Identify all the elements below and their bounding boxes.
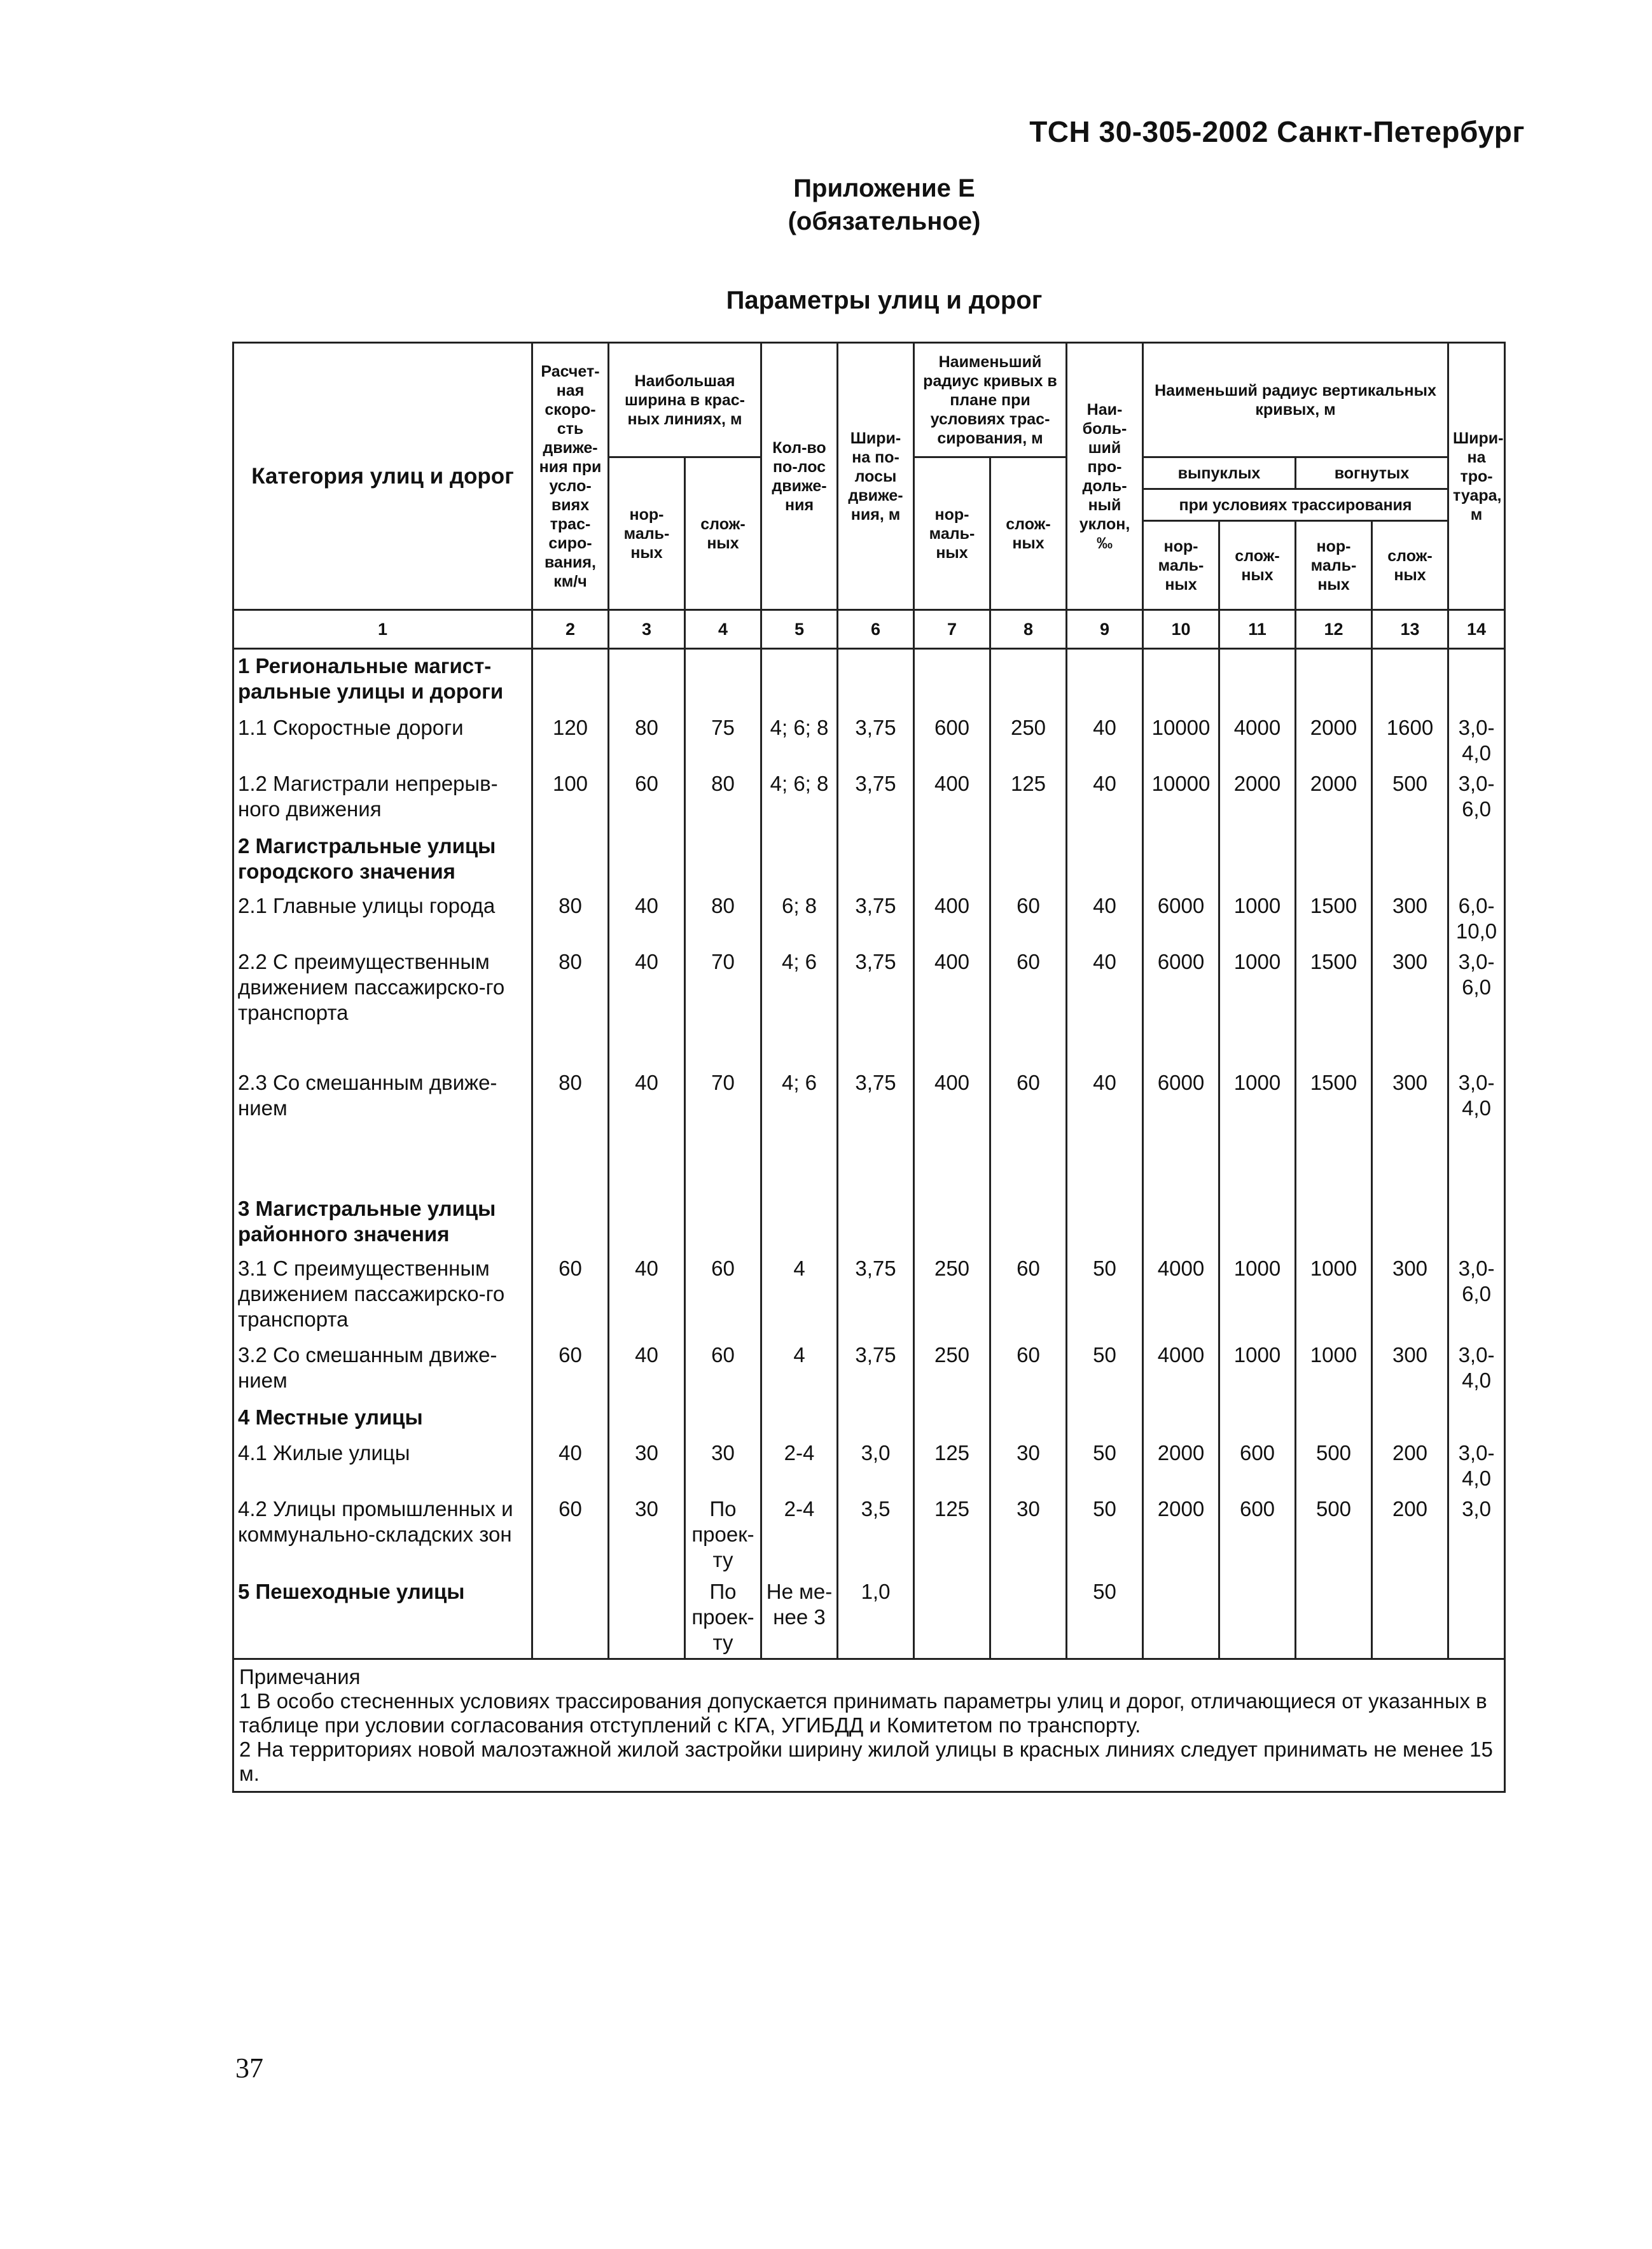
value-cell: 400 xyxy=(914,1068,990,1192)
street-parameters-table xyxy=(232,342,1506,1793)
header-plan-complex: слож-ных xyxy=(990,457,1067,610)
value-cell: 250 xyxy=(914,1340,990,1401)
value-cell xyxy=(914,649,990,713)
category-cell: 2.1 Главные улицы города xyxy=(233,891,532,947)
value-cell: 60 xyxy=(990,947,1067,1068)
table-notes xyxy=(233,1659,1505,1792)
value-cell xyxy=(685,1401,761,1438)
value-cell: 2000 xyxy=(1296,713,1372,769)
value-cell: 3,75 xyxy=(838,1253,914,1340)
table-row xyxy=(233,1438,1505,1494)
value-cell: 40 xyxy=(1067,891,1143,947)
value-cell: 3,5 xyxy=(838,1494,914,1575)
value-cell: 40 xyxy=(609,1068,685,1192)
category-cell: 2 Магистральные улицы городского значения xyxy=(233,830,532,891)
page-number: 37 xyxy=(235,2052,263,2084)
value-cell xyxy=(914,830,990,891)
column-number: 3 xyxy=(609,610,685,649)
value-cell xyxy=(1067,1192,1143,1253)
value-cell: 1500 xyxy=(1296,1068,1372,1192)
value-cell: 300 xyxy=(1372,1253,1448,1340)
table-row xyxy=(233,1068,1505,1192)
value-cell: 500 xyxy=(1296,1494,1372,1575)
header-vertical-radius: Наименьший радиус вертикальных кривых, м xyxy=(1143,343,1448,457)
value-cell: 3,0 xyxy=(1448,1494,1505,1575)
value-cell: 3,0-6,0 xyxy=(1448,769,1505,830)
category-cell: 3.1 С преимущественным движением пассажирско-го транспорта xyxy=(233,1253,532,1340)
column-number: 5 xyxy=(761,610,838,649)
value-cell: 75 xyxy=(685,713,761,769)
value-cell: 60 xyxy=(990,1340,1067,1401)
value-cell xyxy=(685,1192,761,1253)
value-cell xyxy=(990,830,1067,891)
header-concave-normal: нор-маль-ных xyxy=(1296,521,1372,610)
value-cell xyxy=(609,649,685,713)
value-cell: По проек-ту xyxy=(685,1494,761,1575)
section-row xyxy=(233,1575,1505,1659)
value-cell xyxy=(838,649,914,713)
category-cell: 4.1 Жилые улицы xyxy=(233,1438,532,1494)
value-cell: 3,75 xyxy=(838,891,914,947)
value-cell: 6000 xyxy=(1143,1068,1219,1192)
value-cell xyxy=(761,830,838,891)
value-cell: 2000 xyxy=(1143,1438,1219,1494)
value-cell xyxy=(914,1401,990,1438)
value-cell: 3,75 xyxy=(838,769,914,830)
header-max-grade: Наи-боль-ший про-доль-ный уклон, ‰ xyxy=(1067,343,1143,610)
value-cell: 400 xyxy=(914,891,990,947)
column-number-row xyxy=(233,610,1505,649)
value-cell xyxy=(1143,1401,1219,1438)
value-cell xyxy=(1448,830,1505,891)
value-cell xyxy=(1219,1575,1296,1659)
value-cell xyxy=(914,1575,990,1659)
value-cell xyxy=(1448,649,1505,713)
value-cell: 120 xyxy=(532,713,609,769)
value-cell xyxy=(990,1575,1067,1659)
value-cell: 70 xyxy=(685,947,761,1068)
category-cell: 4 Местные улицы xyxy=(233,1401,532,1438)
value-cell xyxy=(1448,1575,1505,1659)
value-cell: 600 xyxy=(1219,1438,1296,1494)
value-cell: 40 xyxy=(532,1438,609,1494)
value-cell: 50 xyxy=(1067,1340,1143,1401)
category-cell: 1.2 Магистрали непрерыв-ного движения xyxy=(233,769,532,830)
value-cell: 60 xyxy=(685,1253,761,1340)
value-cell xyxy=(1448,1192,1505,1253)
value-cell: 40 xyxy=(609,891,685,947)
header-plan-normal: нор-маль-ных xyxy=(914,457,990,610)
value-cell: По проек-ту xyxy=(685,1575,761,1659)
value-cell xyxy=(761,1401,838,1438)
document-code: ТСН 30-305-2002 Санкт-Петербург xyxy=(1029,115,1525,148)
value-cell xyxy=(838,1401,914,1438)
value-cell: 3,0-6,0 xyxy=(1448,947,1505,1068)
value-cell: 300 xyxy=(1372,891,1448,947)
category-cell: 3 Магистральные улицы районного значения xyxy=(233,1192,532,1253)
value-cell: 500 xyxy=(1372,769,1448,830)
value-cell xyxy=(1219,1401,1296,1438)
value-cell: 6,0-10,0 xyxy=(1448,891,1505,947)
value-cell xyxy=(1067,1401,1143,1438)
value-cell xyxy=(990,1401,1067,1438)
table-row xyxy=(233,769,1505,830)
value-cell: 80 xyxy=(532,1068,609,1192)
value-cell: 400 xyxy=(914,769,990,830)
value-cell: 30 xyxy=(685,1438,761,1494)
header-width-red-lines: Наибольшая ширина в крас-ных линиях, м xyxy=(609,343,761,457)
value-cell: 10000 xyxy=(1143,769,1219,830)
column-number: 1 xyxy=(233,610,532,649)
value-cell xyxy=(914,1192,990,1253)
value-cell: 3,75 xyxy=(838,713,914,769)
value-cell: 4; 6 xyxy=(761,1068,838,1192)
header-convex: выпуклых xyxy=(1143,457,1296,489)
table-row xyxy=(233,1340,1505,1401)
value-cell xyxy=(1448,1401,1505,1438)
value-cell: 100 xyxy=(532,769,609,830)
category-cell: 2.3 Со смешанным движе-нием xyxy=(233,1068,532,1192)
value-cell: 4; 6; 8 xyxy=(761,769,838,830)
value-cell: 50 xyxy=(1067,1253,1143,1340)
value-cell: 125 xyxy=(990,769,1067,830)
value-cell: 10000 xyxy=(1143,713,1219,769)
value-cell: 1000 xyxy=(1296,1253,1372,1340)
table-row xyxy=(233,1253,1505,1340)
value-cell xyxy=(609,830,685,891)
category-cell: 2.2 С преимущественным движением пассажирско-го транспорта xyxy=(233,947,532,1068)
value-cell xyxy=(1296,830,1372,891)
value-cell: 300 xyxy=(1372,1340,1448,1401)
value-cell xyxy=(685,649,761,713)
value-cell xyxy=(1296,1192,1372,1253)
value-cell xyxy=(1296,649,1372,713)
value-cell: 200 xyxy=(1372,1494,1448,1575)
value-cell xyxy=(1143,649,1219,713)
category-cell: 5 Пешеходные улицы xyxy=(233,1575,532,1659)
value-cell xyxy=(532,1575,609,1659)
value-cell xyxy=(1296,1575,1372,1659)
value-cell xyxy=(685,830,761,891)
header-concave: вогнутых xyxy=(1296,457,1448,489)
header-convex-normal: нор-маль-ных xyxy=(1143,521,1219,610)
column-number: 2 xyxy=(532,610,609,649)
value-cell: 60 xyxy=(990,1253,1067,1340)
value-cell: 60 xyxy=(685,1340,761,1401)
header-speed: Расчет-ная скоро-сть движе-ния при усло-виях трас-сиро-вания, км/ч xyxy=(532,343,609,610)
value-cell xyxy=(1372,1192,1448,1253)
value-cell xyxy=(990,1192,1067,1253)
value-cell: 50 xyxy=(1067,1438,1143,1494)
value-cell xyxy=(1143,1575,1219,1659)
table-row xyxy=(233,713,1505,769)
value-cell xyxy=(990,649,1067,713)
value-cell: 1500 xyxy=(1296,891,1372,947)
column-number: 14 xyxy=(1448,610,1505,649)
header-lane-width: Шири-на по-лосы движе-ния, м xyxy=(838,343,914,610)
value-cell: 60 xyxy=(990,1068,1067,1192)
value-cell: 6000 xyxy=(1143,891,1219,947)
value-cell: 1000 xyxy=(1219,1253,1296,1340)
value-cell: 40 xyxy=(609,947,685,1068)
value-cell xyxy=(609,1575,685,1659)
value-cell: 1000 xyxy=(1296,1340,1372,1401)
value-cell: 1500 xyxy=(1296,947,1372,1068)
value-cell: 80 xyxy=(532,947,609,1068)
value-cell: 1,0 xyxy=(838,1575,914,1659)
value-cell: 3,0 xyxy=(838,1438,914,1494)
section-row xyxy=(233,1401,1505,1438)
value-cell: 2-4 xyxy=(761,1438,838,1494)
section-row xyxy=(233,830,1505,891)
value-cell: 125 xyxy=(914,1494,990,1575)
value-cell: 500 xyxy=(1296,1438,1372,1494)
value-cell: 4000 xyxy=(1143,1253,1219,1340)
header-plan-radius: Наименьший радиус кривых в плане при условиях трас-сирования, м xyxy=(914,343,1067,457)
value-cell: 30 xyxy=(609,1494,685,1575)
notes-title: Примечания xyxy=(239,1664,361,1688)
column-number: 4 xyxy=(685,610,761,649)
value-cell: 4; 6; 8 xyxy=(761,713,838,769)
value-cell xyxy=(1219,1192,1296,1253)
note-1: 1 В особо стесненных условиях трассирования допускается принимать параметры улиц и дорог, отличающиеся от указанных в таблице при условии согласования отступлений с КГА, УГИБДД и Комитетом по транспорту. xyxy=(239,1688,1487,1737)
value-cell: 80 xyxy=(532,891,609,947)
header-convex-complex: слож-ных xyxy=(1219,521,1296,610)
value-cell: 3,75 xyxy=(838,1068,914,1192)
table-title: Параметры улиц и дорог xyxy=(726,286,1043,314)
value-cell: 3,0-4,0 xyxy=(1448,713,1505,769)
table-row xyxy=(233,947,1505,1068)
value-cell xyxy=(1372,830,1448,891)
value-cell: 4000 xyxy=(1143,1340,1219,1401)
value-cell xyxy=(1067,649,1143,713)
column-number: 7 xyxy=(914,610,990,649)
header-category: Категория улиц и дорог xyxy=(233,343,532,610)
value-cell: 600 xyxy=(1219,1494,1296,1575)
value-cell: 125 xyxy=(914,1438,990,1494)
value-cell: 80 xyxy=(609,713,685,769)
header-width-normal: нор-маль-ных xyxy=(609,457,685,610)
value-cell xyxy=(761,1192,838,1253)
appendix-title: Приложение Е xyxy=(793,174,975,202)
value-cell: 60 xyxy=(532,1340,609,1401)
value-cell: 1000 xyxy=(1219,1068,1296,1192)
appendix-type: (обязательное) xyxy=(788,207,981,235)
value-cell: 2000 xyxy=(1296,769,1372,830)
value-cell xyxy=(838,1192,914,1253)
column-number: 12 xyxy=(1296,610,1372,649)
header-sidewalk: Шири-на тро-туара, м xyxy=(1448,343,1505,610)
table-row xyxy=(233,891,1505,947)
value-cell xyxy=(1372,1575,1448,1659)
value-cell: 6000 xyxy=(1143,947,1219,1068)
value-cell: 300 xyxy=(1372,947,1448,1068)
value-cell xyxy=(609,1192,685,1253)
column-number: 11 xyxy=(1219,610,1296,649)
value-cell xyxy=(532,830,609,891)
value-cell: 2-4 xyxy=(761,1494,838,1575)
category-cell: 4.2 Улицы промышленных и коммунально-складских зон xyxy=(233,1494,532,1575)
table-row xyxy=(233,1494,1505,1575)
value-cell xyxy=(1219,830,1296,891)
value-cell xyxy=(1143,1192,1219,1253)
value-cell xyxy=(609,1401,685,1438)
value-cell: 60 xyxy=(609,769,685,830)
value-cell: 40 xyxy=(1067,947,1143,1068)
column-number: 9 xyxy=(1067,610,1143,649)
value-cell: 1600 xyxy=(1372,713,1448,769)
value-cell: 50 xyxy=(1067,1575,1143,1659)
value-cell: 3,75 xyxy=(838,1340,914,1401)
value-cell: 40 xyxy=(609,1340,685,1401)
value-cell: 6; 8 xyxy=(761,891,838,947)
value-cell: 80 xyxy=(685,891,761,947)
value-cell: 2000 xyxy=(1219,769,1296,830)
value-cell: 50 xyxy=(1067,1494,1143,1575)
value-cell: 3,0-6,0 xyxy=(1448,1253,1505,1340)
value-cell: 1000 xyxy=(1219,947,1296,1068)
value-cell: 30 xyxy=(609,1438,685,1494)
category-cell: 3.2 Со смешанным движе-нием xyxy=(233,1340,532,1401)
value-cell: 40 xyxy=(1067,713,1143,769)
column-number: 8 xyxy=(990,610,1067,649)
value-cell: 40 xyxy=(1067,1068,1143,1192)
appendix-heading xyxy=(0,172,1652,238)
value-cell: 1000 xyxy=(1219,1340,1296,1401)
header-lanes-count: Кол-во по-лос движе-ния xyxy=(761,343,838,610)
value-cell xyxy=(532,1192,609,1253)
section-row xyxy=(233,649,1505,713)
value-cell: 3,0-4,0 xyxy=(1448,1340,1505,1401)
column-number: 13 xyxy=(1372,610,1448,649)
category-cell: 1.1 Скоростные дороги xyxy=(233,713,532,769)
value-cell: 60 xyxy=(532,1494,609,1575)
category-cell: 1 Региональные магист-ральные улицы и дороги xyxy=(233,649,532,713)
value-cell: 80 xyxy=(685,769,761,830)
value-cell: 30 xyxy=(990,1494,1067,1575)
value-cell xyxy=(532,649,609,713)
value-cell xyxy=(532,1401,609,1438)
value-cell: 250 xyxy=(990,713,1067,769)
value-cell: 4000 xyxy=(1219,713,1296,769)
note-2: 2 На территориях новой малоэтажной жилой застройки ширину жилой улицы в красных линиях следует принимать не менее 15 м. xyxy=(239,1737,1493,1785)
value-cell: 400 xyxy=(914,947,990,1068)
value-cell: 60 xyxy=(532,1253,609,1340)
value-cell: 3,0-4,0 xyxy=(1448,1438,1505,1494)
value-cell: 70 xyxy=(685,1068,761,1192)
header-concave-complex: слож-ных xyxy=(1372,521,1448,610)
value-cell xyxy=(1067,830,1143,891)
value-cell: 3,0-4,0 xyxy=(1448,1068,1505,1192)
value-cell xyxy=(838,830,914,891)
value-cell: 2000 xyxy=(1143,1494,1219,1575)
value-cell xyxy=(1372,1401,1448,1438)
value-cell xyxy=(761,649,838,713)
value-cell xyxy=(1143,830,1219,891)
value-cell: 4; 6 xyxy=(761,947,838,1068)
value-cell: 600 xyxy=(914,713,990,769)
value-cell xyxy=(1372,649,1448,713)
header-routing-conditions: при условиях трассирования xyxy=(1143,489,1448,521)
value-cell: 40 xyxy=(1067,769,1143,830)
value-cell: 250 xyxy=(914,1253,990,1340)
value-cell: 200 xyxy=(1372,1438,1448,1494)
value-cell: Не ме-нее 3 xyxy=(761,1575,838,1659)
value-cell: 4 xyxy=(761,1253,838,1340)
value-cell: 60 xyxy=(990,891,1067,947)
value-cell: 4 xyxy=(761,1340,838,1401)
column-number: 10 xyxy=(1143,610,1219,649)
value-cell: 40 xyxy=(609,1253,685,1340)
column-number: 6 xyxy=(838,610,914,649)
value-cell: 300 xyxy=(1372,1068,1448,1192)
value-cell xyxy=(1219,649,1296,713)
value-cell: 30 xyxy=(990,1438,1067,1494)
header-width-complex: слож-ных xyxy=(685,457,761,610)
section-row xyxy=(233,1192,1505,1253)
value-cell xyxy=(1296,1401,1372,1438)
value-cell: 1000 xyxy=(1219,891,1296,947)
value-cell: 3,75 xyxy=(838,947,914,1068)
